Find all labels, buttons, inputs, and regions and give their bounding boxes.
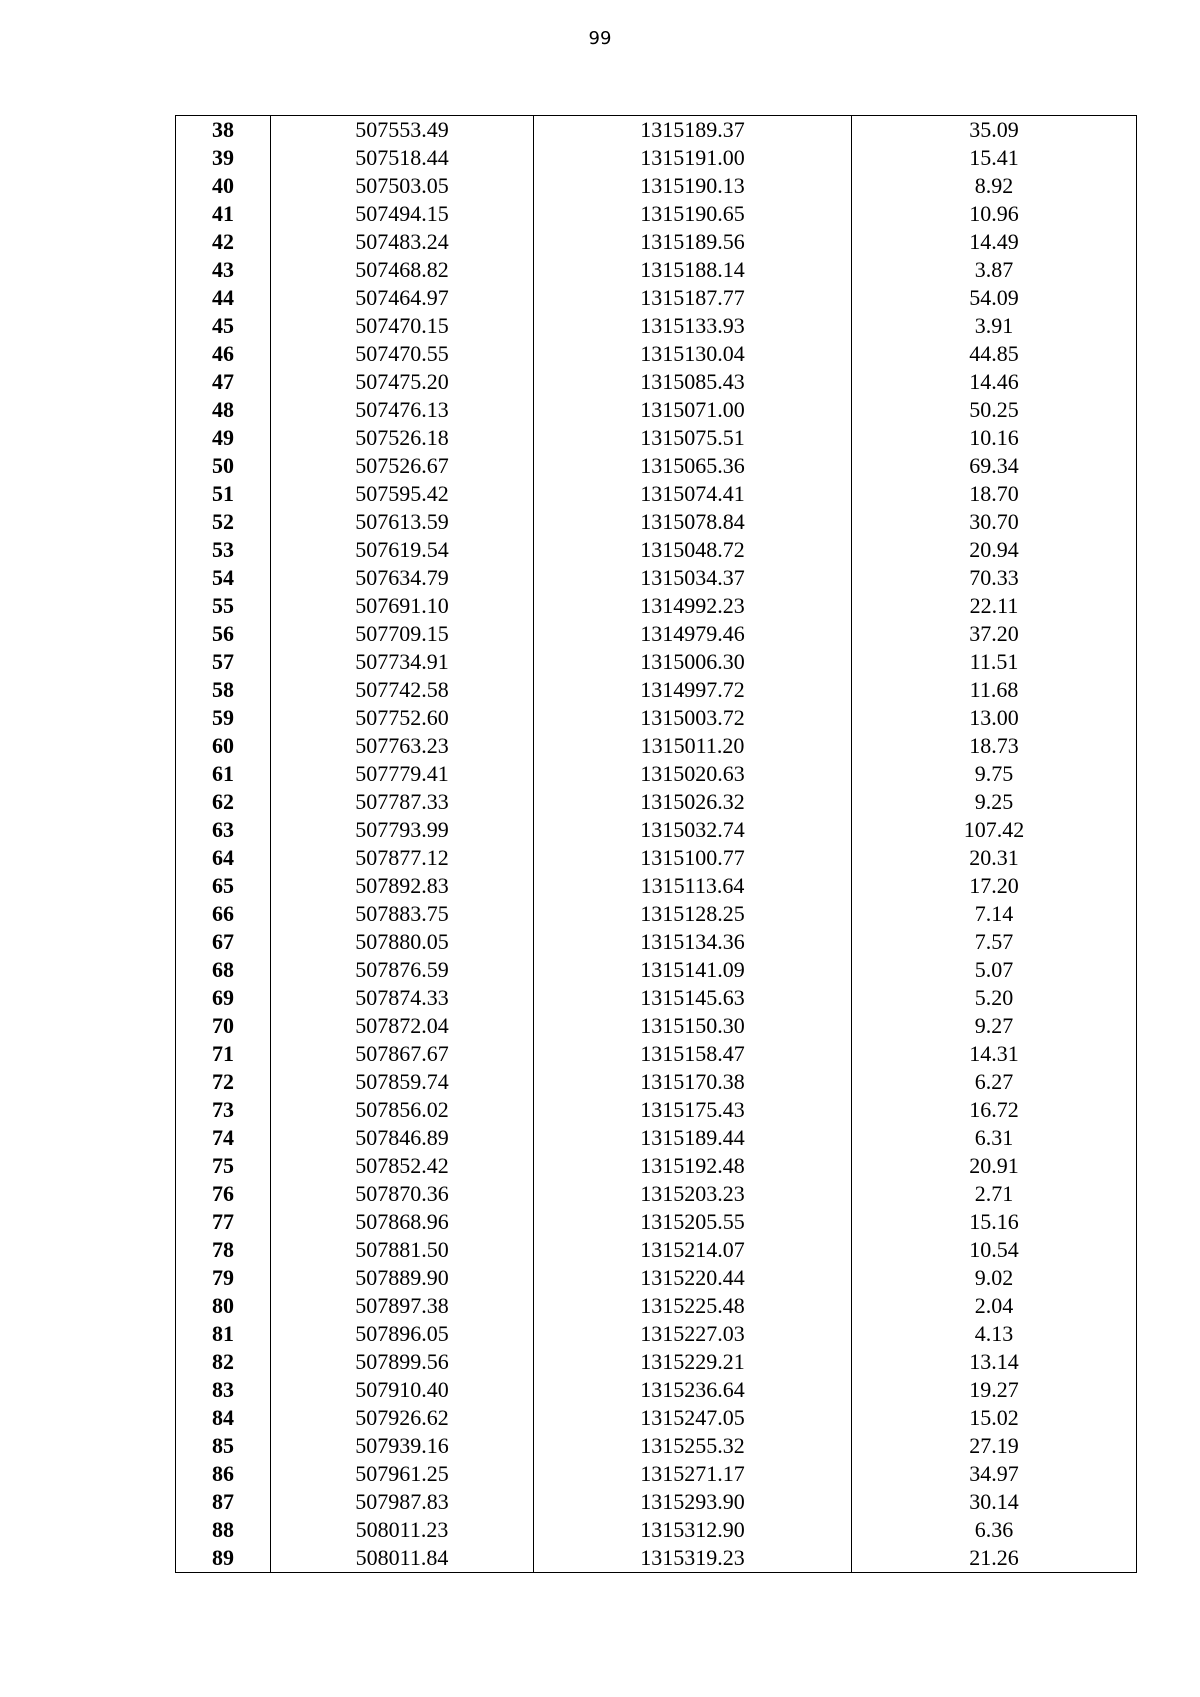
distance-cell: 6.27 [852, 1068, 1137, 1096]
table-row [176, 1236, 1137, 1264]
x-coordinate-cell: 507926.62 [271, 1404, 534, 1432]
point-number-cell: 68 [176, 956, 271, 984]
x-coordinate-cell: 507779.41 [271, 760, 534, 788]
table-row [176, 1544, 1137, 1573]
table-row [176, 200, 1137, 228]
y-coordinate-cell: 1315075.51 [534, 424, 852, 452]
table-row [176, 1460, 1137, 1488]
table-row [176, 1096, 1137, 1124]
table-row [176, 620, 1137, 648]
distance-cell: 5.20 [852, 984, 1137, 1012]
point-number-cell: 58 [176, 676, 271, 704]
distance-cell: 14.31 [852, 1040, 1137, 1068]
point-number-cell: 74 [176, 1124, 271, 1152]
y-coordinate-cell: 1315192.48 [534, 1152, 852, 1180]
x-coordinate-cell: 507595.42 [271, 480, 534, 508]
x-coordinate-cell: 507518.44 [271, 144, 534, 172]
point-number-cell: 63 [176, 816, 271, 844]
distance-cell: 50.25 [852, 396, 1137, 424]
table-row [176, 984, 1137, 1012]
x-coordinate-cell: 508011.84 [271, 1544, 534, 1573]
x-coordinate-cell: 507899.56 [271, 1348, 534, 1376]
distance-cell: 20.91 [852, 1152, 1137, 1180]
distance-cell: 9.27 [852, 1012, 1137, 1040]
x-coordinate-cell: 507939.16 [271, 1432, 534, 1460]
distance-cell: 54.09 [852, 284, 1137, 312]
x-coordinate-cell: 507464.97 [271, 284, 534, 312]
point-number-cell: 82 [176, 1348, 271, 1376]
point-number-cell: 86 [176, 1460, 271, 1488]
distance-cell: 5.07 [852, 956, 1137, 984]
y-coordinate-cell: 1315020.63 [534, 760, 852, 788]
x-coordinate-cell: 507793.99 [271, 816, 534, 844]
x-coordinate-cell: 507787.33 [271, 788, 534, 816]
table-row [176, 788, 1137, 816]
x-coordinate-cell: 507691.10 [271, 592, 534, 620]
table-row [176, 844, 1137, 872]
distance-cell: 11.68 [852, 676, 1137, 704]
distance-cell: 9.25 [852, 788, 1137, 816]
y-coordinate-cell: 1315134.36 [534, 928, 852, 956]
point-number-cell: 87 [176, 1488, 271, 1516]
point-number-cell: 53 [176, 536, 271, 564]
table-row [176, 928, 1137, 956]
point-number-cell: 67 [176, 928, 271, 956]
y-coordinate-cell: 1315247.05 [534, 1404, 852, 1432]
y-coordinate-cell: 1315187.77 [534, 284, 852, 312]
distance-cell: 69.34 [852, 452, 1137, 480]
y-coordinate-cell: 1315078.84 [534, 508, 852, 536]
x-coordinate-cell: 507892.83 [271, 872, 534, 900]
table-row [176, 172, 1137, 200]
x-coordinate-cell: 507910.40 [271, 1376, 534, 1404]
point-number-cell: 66 [176, 900, 271, 928]
table-row [176, 1348, 1137, 1376]
y-coordinate-cell: 1315175.43 [534, 1096, 852, 1124]
point-number-cell: 52 [176, 508, 271, 536]
x-coordinate-cell: 507734.91 [271, 648, 534, 676]
distance-cell: 20.31 [852, 844, 1137, 872]
y-coordinate-cell: 1314992.23 [534, 592, 852, 620]
x-coordinate-cell: 507880.05 [271, 928, 534, 956]
table-row [176, 1208, 1137, 1236]
point-number-cell: 81 [176, 1320, 271, 1348]
table-row [176, 592, 1137, 620]
table-row [176, 396, 1137, 424]
x-coordinate-cell: 507896.05 [271, 1320, 534, 1348]
point-number-cell: 71 [176, 1040, 271, 1068]
x-coordinate-cell: 507619.54 [271, 536, 534, 564]
y-coordinate-cell: 1315312.90 [534, 1516, 852, 1544]
point-number-cell: 46 [176, 340, 271, 368]
table-row [176, 1152, 1137, 1180]
distance-cell: 13.14 [852, 1348, 1137, 1376]
distance-cell: 6.31 [852, 1124, 1137, 1152]
y-coordinate-cell: 1315191.00 [534, 144, 852, 172]
distance-cell: 70.33 [852, 564, 1137, 592]
distance-cell: 2.71 [852, 1180, 1137, 1208]
table-row [176, 704, 1137, 732]
x-coordinate-cell: 507634.79 [271, 564, 534, 592]
x-coordinate-cell: 507763.23 [271, 732, 534, 760]
y-coordinate-cell: 1315071.00 [534, 396, 852, 424]
table-row [176, 1292, 1137, 1320]
table-row [176, 956, 1137, 984]
point-number-cell: 48 [176, 396, 271, 424]
table-row [176, 564, 1137, 592]
distance-cell: 15.02 [852, 1404, 1137, 1432]
distance-cell: 11.51 [852, 648, 1137, 676]
table-row [176, 228, 1137, 256]
x-coordinate-cell: 507846.89 [271, 1124, 534, 1152]
table-row [176, 508, 1137, 536]
y-coordinate-cell: 1315189.56 [534, 228, 852, 256]
x-coordinate-cell: 507874.33 [271, 984, 534, 1012]
point-number-cell: 43 [176, 256, 271, 284]
point-number-cell: 51 [176, 480, 271, 508]
table-row [176, 872, 1137, 900]
point-number-cell: 85 [176, 1432, 271, 1460]
point-number-cell: 60 [176, 732, 271, 760]
distance-cell: 6.36 [852, 1516, 1137, 1544]
y-coordinate-cell: 1315145.63 [534, 984, 852, 1012]
y-coordinate-cell: 1315113.64 [534, 872, 852, 900]
x-coordinate-cell: 507872.04 [271, 1012, 534, 1040]
distance-cell: 18.73 [852, 732, 1137, 760]
y-coordinate-cell: 1315214.07 [534, 1236, 852, 1264]
distance-cell: 14.49 [852, 228, 1137, 256]
table-row [176, 1432, 1137, 1460]
point-number-cell: 64 [176, 844, 271, 872]
table-row [176, 1404, 1137, 1432]
table-row [176, 816, 1137, 844]
table-row [176, 452, 1137, 480]
table-row [176, 144, 1137, 172]
x-coordinate-cell: 507470.15 [271, 312, 534, 340]
distance-cell: 2.04 [852, 1292, 1137, 1320]
x-coordinate-cell: 507470.55 [271, 340, 534, 368]
x-coordinate-cell: 507526.67 [271, 452, 534, 480]
distance-cell: 37.20 [852, 620, 1137, 648]
point-number-cell: 83 [176, 1376, 271, 1404]
y-coordinate-cell: 1314979.46 [534, 620, 852, 648]
point-number-cell: 70 [176, 1012, 271, 1040]
y-coordinate-cell: 1315011.20 [534, 732, 852, 760]
y-coordinate-cell: 1315128.25 [534, 900, 852, 928]
distance-cell: 16.72 [852, 1096, 1137, 1124]
distance-cell: 35.09 [852, 116, 1137, 145]
y-coordinate-cell: 1315032.74 [534, 816, 852, 844]
point-number-cell: 54 [176, 564, 271, 592]
x-coordinate-cell: 507883.75 [271, 900, 534, 928]
table-row [176, 116, 1137, 145]
y-coordinate-cell: 1315189.37 [534, 116, 852, 145]
table-row [176, 536, 1137, 564]
y-coordinate-cell: 1315170.38 [534, 1068, 852, 1096]
y-coordinate-cell: 1315190.13 [534, 172, 852, 200]
coordinates-table-body [176, 116, 1137, 1573]
point-number-cell: 55 [176, 592, 271, 620]
table-row [176, 312, 1137, 340]
distance-cell: 8.92 [852, 172, 1137, 200]
table-row [176, 340, 1137, 368]
point-number-cell: 44 [176, 284, 271, 312]
point-number-cell: 49 [176, 424, 271, 452]
y-coordinate-cell: 1315003.72 [534, 704, 852, 732]
distance-cell: 7.57 [852, 928, 1137, 956]
point-number-cell: 80 [176, 1292, 271, 1320]
distance-cell: 44.85 [852, 340, 1137, 368]
y-coordinate-cell: 1315048.72 [534, 536, 852, 564]
table-row [176, 368, 1137, 396]
distance-cell: 10.96 [852, 200, 1137, 228]
distance-cell: 22.11 [852, 592, 1137, 620]
y-coordinate-cell: 1315220.44 [534, 1264, 852, 1292]
table-row [176, 648, 1137, 676]
y-coordinate-cell: 1315150.30 [534, 1012, 852, 1040]
point-number-cell: 75 [176, 1152, 271, 1180]
distance-cell: 20.94 [852, 536, 1137, 564]
y-coordinate-cell: 1315236.64 [534, 1376, 852, 1404]
table-row [176, 1264, 1137, 1292]
distance-cell: 9.02 [852, 1264, 1137, 1292]
point-number-cell: 39 [176, 144, 271, 172]
x-coordinate-cell: 507870.36 [271, 1180, 534, 1208]
x-coordinate-cell: 507859.74 [271, 1068, 534, 1096]
x-coordinate-cell: 507553.49 [271, 116, 534, 145]
table-row [176, 1376, 1137, 1404]
y-coordinate-cell: 1315065.36 [534, 452, 852, 480]
x-coordinate-cell: 507503.05 [271, 172, 534, 200]
point-number-cell: 38 [176, 116, 271, 145]
y-coordinate-cell: 1315227.03 [534, 1320, 852, 1348]
table-row [176, 1068, 1137, 1096]
x-coordinate-cell: 507876.59 [271, 956, 534, 984]
y-coordinate-cell: 1315158.47 [534, 1040, 852, 1068]
point-number-cell: 78 [176, 1236, 271, 1264]
table-row [176, 760, 1137, 788]
point-number-cell: 45 [176, 312, 271, 340]
distance-cell: 17.20 [852, 872, 1137, 900]
x-coordinate-cell: 507868.96 [271, 1208, 534, 1236]
x-coordinate-cell: 507877.12 [271, 844, 534, 872]
distance-cell: 14.46 [852, 368, 1137, 396]
point-number-cell: 41 [176, 200, 271, 228]
y-coordinate-cell: 1314997.72 [534, 676, 852, 704]
point-number-cell: 47 [176, 368, 271, 396]
point-number-cell: 40 [176, 172, 271, 200]
x-coordinate-cell: 507852.42 [271, 1152, 534, 1180]
y-coordinate-cell: 1315188.14 [534, 256, 852, 284]
y-coordinate-cell: 1315190.65 [534, 200, 852, 228]
point-number-cell: 73 [176, 1096, 271, 1124]
point-number-cell: 84 [176, 1404, 271, 1432]
distance-cell: 30.14 [852, 1488, 1137, 1516]
point-number-cell: 89 [176, 1544, 271, 1573]
y-coordinate-cell: 1315026.32 [534, 788, 852, 816]
table-row [176, 1012, 1137, 1040]
point-number-cell: 79 [176, 1264, 271, 1292]
y-coordinate-cell: 1315133.93 [534, 312, 852, 340]
x-coordinate-cell: 508011.23 [271, 1516, 534, 1544]
distance-cell: 15.16 [852, 1208, 1137, 1236]
y-coordinate-cell: 1315293.90 [534, 1488, 852, 1516]
y-coordinate-cell: 1315085.43 [534, 368, 852, 396]
x-coordinate-cell: 507526.18 [271, 424, 534, 452]
x-coordinate-cell: 507476.13 [271, 396, 534, 424]
distance-cell: 18.70 [852, 480, 1137, 508]
y-coordinate-cell: 1315034.37 [534, 564, 852, 592]
distance-cell: 15.41 [852, 144, 1137, 172]
distance-cell: 19.27 [852, 1376, 1137, 1404]
x-coordinate-cell: 507483.24 [271, 228, 534, 256]
y-coordinate-cell: 1315255.32 [534, 1432, 852, 1460]
point-number-cell: 59 [176, 704, 271, 732]
y-coordinate-cell: 1315271.17 [534, 1460, 852, 1488]
point-number-cell: 72 [176, 1068, 271, 1096]
y-coordinate-cell: 1315205.55 [534, 1208, 852, 1236]
x-coordinate-cell: 507987.83 [271, 1488, 534, 1516]
table-row [176, 480, 1137, 508]
point-number-cell: 62 [176, 788, 271, 816]
x-coordinate-cell: 507856.02 [271, 1096, 534, 1124]
distance-cell: 21.26 [852, 1544, 1137, 1573]
distance-cell: 107.42 [852, 816, 1137, 844]
distance-cell: 9.75 [852, 760, 1137, 788]
x-coordinate-cell: 507613.59 [271, 508, 534, 536]
point-number-cell: 76 [176, 1180, 271, 1208]
point-number-cell: 57 [176, 648, 271, 676]
page-number: 99 [588, 28, 612, 49]
x-coordinate-cell: 507897.38 [271, 1292, 534, 1320]
table-row [176, 1488, 1137, 1516]
table-row [176, 1516, 1137, 1544]
distance-cell: 34.97 [852, 1460, 1137, 1488]
x-coordinate-cell: 507709.15 [271, 620, 534, 648]
table-row [176, 1320, 1137, 1348]
y-coordinate-cell: 1315203.23 [534, 1180, 852, 1208]
table-row [176, 900, 1137, 928]
distance-cell: 4.13 [852, 1320, 1137, 1348]
table-row [176, 732, 1137, 760]
x-coordinate-cell: 507752.60 [271, 704, 534, 732]
point-number-cell: 56 [176, 620, 271, 648]
x-coordinate-cell: 507468.82 [271, 256, 534, 284]
distance-cell: 27.19 [852, 1432, 1137, 1460]
y-coordinate-cell: 1315130.04 [534, 340, 852, 368]
point-number-cell: 69 [176, 984, 271, 1012]
table-row [176, 1124, 1137, 1152]
distance-cell: 30.70 [852, 508, 1137, 536]
distance-cell: 13.00 [852, 704, 1137, 732]
table-row [176, 284, 1137, 312]
distance-cell: 10.54 [852, 1236, 1137, 1264]
coordinates-table [175, 115, 1137, 1573]
table-row [176, 424, 1137, 452]
point-number-cell: 50 [176, 452, 271, 480]
x-coordinate-cell: 507961.25 [271, 1460, 534, 1488]
table-row [176, 676, 1137, 704]
point-number-cell: 61 [176, 760, 271, 788]
distance-cell: 3.91 [852, 312, 1137, 340]
x-coordinate-cell: 507742.58 [271, 676, 534, 704]
table-row [176, 1180, 1137, 1208]
distance-cell: 10.16 [852, 424, 1137, 452]
y-coordinate-cell: 1315006.30 [534, 648, 852, 676]
point-number-cell: 42 [176, 228, 271, 256]
y-coordinate-cell: 1315100.77 [534, 844, 852, 872]
x-coordinate-cell: 507889.90 [271, 1264, 534, 1292]
y-coordinate-cell: 1315225.48 [534, 1292, 852, 1320]
point-number-cell: 88 [176, 1516, 271, 1544]
y-coordinate-cell: 1315319.23 [534, 1544, 852, 1573]
x-coordinate-cell: 507867.67 [271, 1040, 534, 1068]
y-coordinate-cell: 1315074.41 [534, 480, 852, 508]
point-number-cell: 77 [176, 1208, 271, 1236]
y-coordinate-cell: 1315189.44 [534, 1124, 852, 1152]
x-coordinate-cell: 507881.50 [271, 1236, 534, 1264]
y-coordinate-cell: 1315229.21 [534, 1348, 852, 1376]
table-row [176, 256, 1137, 284]
distance-cell: 3.87 [852, 256, 1137, 284]
y-coordinate-cell: 1315141.09 [534, 956, 852, 984]
distance-cell: 7.14 [852, 900, 1137, 928]
x-coordinate-cell: 507494.15 [271, 200, 534, 228]
point-number-cell: 65 [176, 872, 271, 900]
x-coordinate-cell: 507475.20 [271, 368, 534, 396]
table-row [176, 1040, 1137, 1068]
